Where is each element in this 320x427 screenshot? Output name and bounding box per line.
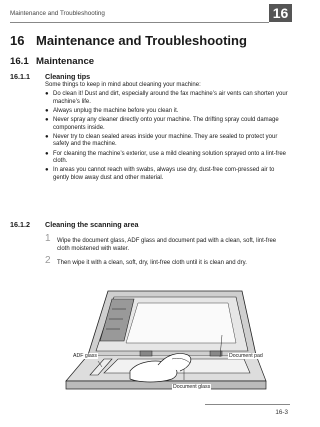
footer-rule [205,404,290,405]
step-number: 2 [45,255,51,266]
list-item [45,134,291,149]
cleaning-tips-intro: Some things to keep in mind about cleaning your machine: [45,82,201,88]
list-item [45,117,291,132]
label-document-glass: Document glass [173,384,211,390]
subsection-title: Cleaning the scanning area [45,220,139,229]
chapter-tab: 16 [269,4,292,22]
list-item [45,91,291,106]
label-adf-glass: ADF glass [73,353,97,359]
bullet-icon: ● [45,150,49,157]
list-item-text: Never try to clean sealed areas inside your machine. They are sealed to protect your safety and the machine. [53,133,278,148]
subsection-heading-cleaning-tips [10,72,90,81]
section-title: Maintenance [36,56,95,67]
step-1 [45,233,290,253]
list-item [45,167,291,182]
scanner-drawing [60,285,272,397]
chapter-title: Maintenance and Troubleshooting [36,33,247,48]
list-item [45,108,291,116]
header-rule [10,22,269,23]
bullet-icon: ● [45,91,49,97]
bullet-icon: ● [45,133,49,140]
section-heading [10,56,94,67]
step-text: Then wipe it with a clean, soft, dry, lint-free cloth until it is clean and dry. [57,260,247,266]
list-item-text: Never spray any cleaner directly onto your machine. The drifting spray could damage components inside. [53,116,279,131]
label-document-pad: Document pad [229,353,263,359]
bullet-icon: ● [45,167,49,174]
list-item-text: For cleaning the machine’s exterior, use a mild cleaning solution sprayed onto a lint-free cloth. [53,150,287,165]
list-item [45,151,291,166]
subsection-title: Cleaning tips [45,72,91,81]
page-number: 16-3 [275,409,288,416]
subsection-number: 16.1.1 [10,72,30,81]
scanner-cleaning-illustration [60,285,272,397]
list-item-text: Always unplug the machine before you clean it. [53,107,179,114]
section-number: 16.1 [10,56,29,67]
step-text: Wipe the document glass, ADF glass and document pad with a clean, soft, lint-free cloth moistened with water. [57,238,277,252]
subsection-number: 16.1.2 [10,220,30,229]
subsection-heading-scanning-area [10,220,138,229]
list-item-text: In areas you cannot reach with swabs, always use dry, dust-free com-pressed air to gently blow away dust and other material. [53,167,275,181]
chapter-heading [10,33,247,48]
chapter-number: 16 [10,33,25,48]
cleaning-tips-list [45,91,291,184]
bullet-icon: ● [45,116,49,123]
step-2 [45,255,290,268]
bullet-icon: ● [45,107,49,114]
list-item-text: Do clean it! Dust and dirt, especially around the fax machine’s air vents can shorten your machine’s life. [53,91,288,105]
running-header-title: Maintenance and Troubleshooting [10,10,105,17]
step-number: 1 [45,233,51,244]
